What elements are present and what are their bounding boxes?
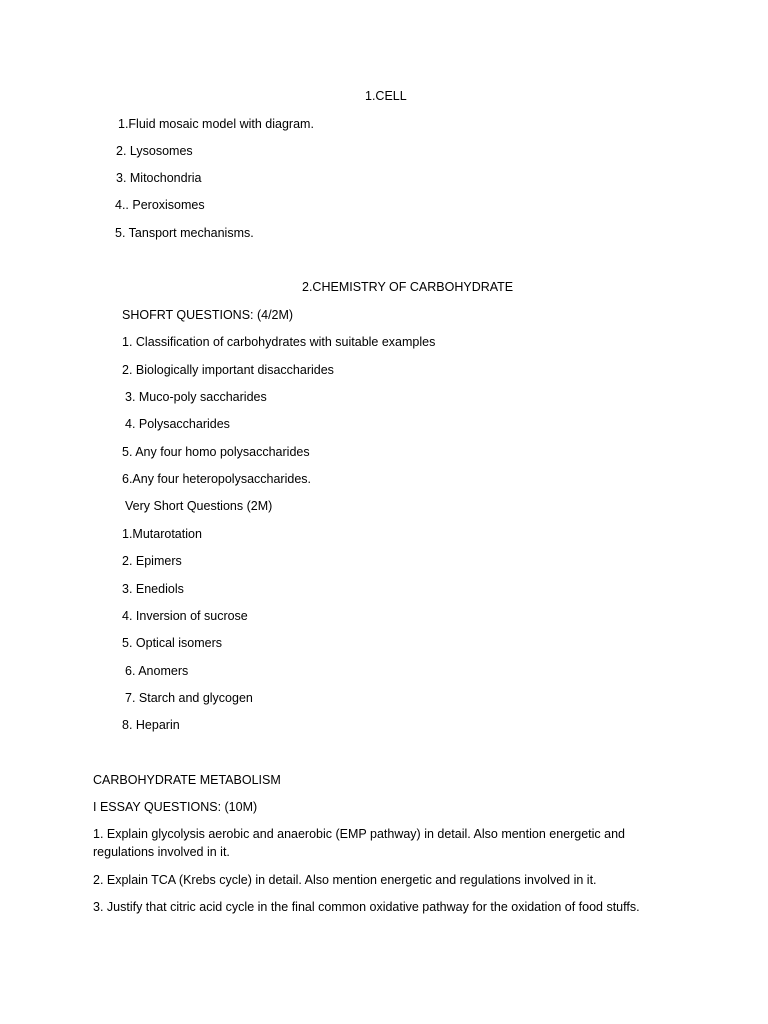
list-item: 1.Fluid mosaic model with diagram. <box>118 117 314 131</box>
list-item: 2. Lysosomes <box>116 144 193 158</box>
list-item: 2. Biologically important disaccharides <box>122 363 334 377</box>
subheading-essay-questions: I ESSAY QUESTIONS: (10M) <box>93 800 258 814</box>
subheading-short-questions: SHOFRT QUESTIONS: (4/2M) <box>122 308 294 322</box>
section-heading-metabolism: CARBOHYDRATE METABOLISM <box>93 773 281 787</box>
essay-item: 1. Explain glycolysis aerobic and anaerobic (EMP pathway) in detail. Also mention energetic and regulations involved in it. <box>93 827 626 859</box>
essay-item: 3. Justify that citric acid cycle in the final common oxidative pathway for the oxidation of food stuffs. <box>93 900 640 914</box>
list-item: 5. Optical isomers <box>122 636 223 650</box>
subheading-very-short-questions: Very Short Questions (2M) <box>125 499 273 513</box>
list-item: 2. Epimers <box>122 554 182 568</box>
list-item: 1. Classification of carbohydrates with suitable examples <box>122 335 436 349</box>
list-item: 4. Inversion of sucrose <box>122 609 248 623</box>
section-heading-carbohydrate: 2.CHEMISTRY OF CARBOHYDRATE <box>302 280 514 294</box>
list-item: 4. Polysaccharides <box>125 417 230 431</box>
list-item: 8. Heparin <box>122 718 180 732</box>
section-heading-cell: 1.CELL <box>365 89 407 103</box>
list-item: 3. Mitochondria <box>116 171 202 185</box>
list-item: 7. Starch and glycogen <box>125 691 253 705</box>
list-item: 3. Enediols <box>122 582 184 596</box>
list-item: 3. Muco-poly saccharides <box>125 390 267 404</box>
list-item: 6. Anomers <box>125 664 189 678</box>
list-item: 5. Any four homo polysaccharides <box>122 445 310 459</box>
list-item: 1.Mutarotation <box>122 527 202 541</box>
essay-item: 2. Explain TCA (Krebs cycle) in detail. Also mention energetic and regulations involved in it. <box>93 873 597 887</box>
list-item: 6.Any four heteropolysaccharides. <box>122 472 311 486</box>
list-item: 5. Tansport mechanisms. <box>115 226 254 240</box>
list-item: 4.. Peroxisomes <box>115 198 205 212</box>
